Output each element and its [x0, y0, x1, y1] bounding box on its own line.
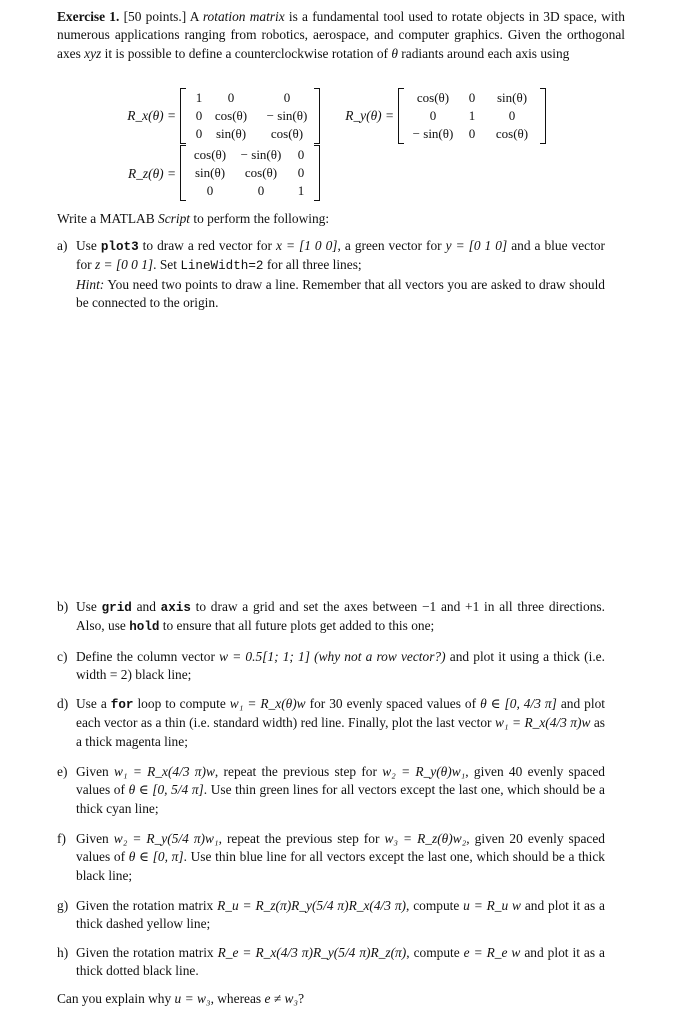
- math-expr: θ ∈ [0, 5/4 π]: [128, 782, 204, 798]
- item-h: [57, 944, 605, 981]
- item-g: [57, 897, 605, 934]
- matrix-cell: 1: [468, 108, 476, 123]
- item-text: . Use thin blue line for all vectors except the last one, which should be a thick black line;: [76, 849, 605, 883]
- item-e: [57, 763, 605, 818]
- matrix-cell: cos(θ): [270, 126, 304, 141]
- item-text: Given: [76, 831, 109, 846]
- code-keyword: LineWidth=2: [180, 259, 264, 274]
- item-label: a): [57, 238, 68, 253]
- item-label: c): [57, 649, 68, 664]
- item-text: . Set: [153, 257, 177, 273]
- rz-label: R_z(θ) =: [128, 166, 176, 181]
- closing-text: ?: [298, 991, 305, 1006]
- matrix-cell: 0: [468, 90, 476, 105]
- intro-text: is a fundamental tool used to rotate objects in 3D space, with numerous applications ranging from robotics, aerospace, and computer graphics. Given the orthogonal axes: [57, 9, 625, 61]
- matrix-cell: 0: [283, 90, 291, 105]
- matrix-cell: 1: [195, 90, 203, 105]
- theta-symbol: θ: [391, 45, 398, 61]
- item-a: [57, 237, 605, 313]
- intro-term: rotation matrix: [202, 9, 285, 24]
- closing-text: , whereas: [210, 991, 262, 1006]
- item-text: , given 40 evenly spaced values of: [76, 764, 605, 798]
- math-expr: R_e = R_x(4/3 π)R_y(5/4 π)R_z(π): [217, 945, 407, 960]
- axes-symbol: xyz: [84, 45, 102, 61]
- matrix-cell: 0: [257, 183, 265, 198]
- closing-question: [57, 990, 617, 1008]
- item-text: and plot it as a thick dashed yellow line;: [76, 898, 605, 932]
- math-expr: w₁ = R_x(4/3 π)w: [494, 715, 591, 731]
- code-keyword: axis: [160, 601, 191, 615]
- intro-text: A: [189, 9, 199, 24]
- item-text: to draw a grid and set the axes between −1 and +1 in all three directions. Also, use: [76, 599, 605, 634]
- matrix-cell: 0: [508, 108, 516, 123]
- closing-text: Can you explain why: [57, 991, 172, 1006]
- item-text: Use: [76, 238, 97, 253]
- item-text: and a blue vector for: [76, 238, 605, 273]
- code-keyword: for: [110, 698, 134, 712]
- matrix-cell: − sin(θ): [240, 147, 282, 162]
- matrix-cell: 0: [206, 183, 214, 198]
- math-expr: θ ∈ [0, π]: [128, 849, 184, 865]
- item-text: Use: [76, 599, 97, 614]
- task-text: to perform the following:: [193, 211, 330, 226]
- item-text: , a green vector for: [337, 238, 442, 253]
- matrix-cell: 0: [468, 126, 476, 141]
- item-label: f): [57, 831, 66, 846]
- matrix-cell: cos(θ): [214, 108, 248, 123]
- code-keyword: plot3: [100, 240, 139, 254]
- exercise-points: [50 points.]: [123, 9, 187, 24]
- item-text: and plot it using a thick (i.e. width = 2) black line;: [76, 649, 605, 683]
- ry-matrix: [398, 88, 546, 144]
- math-expr: w₂ = R_y(θ)w₁: [382, 764, 466, 779]
- item-text: and plot each vector as a thin (i.e. standard width) red line. Finally, plot the last vector: [76, 696, 605, 731]
- matrix-cell: 0: [297, 165, 305, 180]
- intro-text: radiants around each axis using: [401, 45, 570, 61]
- matrix-cell: cos(θ): [193, 147, 227, 162]
- item-text: and plot it as a thick dotted black line.: [76, 945, 605, 979]
- math-expr: e = R_e w: [463, 945, 521, 960]
- task-script-word: Script: [158, 211, 190, 226]
- math-expr: x = [1 0 0]: [276, 238, 338, 253]
- matrix-cell: 0: [195, 108, 203, 123]
- math-expr: y = [0 1 0]: [445, 238, 508, 253]
- item-b: [57, 598, 605, 637]
- item-c: [57, 648, 605, 685]
- item-text: Given: [76, 764, 109, 779]
- task-text: Write a MATLAB: [57, 211, 155, 226]
- exercise-title: Exercise 1.: [57, 9, 120, 24]
- item-label: b): [57, 599, 69, 614]
- matrix-cell: − sin(θ): [266, 108, 308, 123]
- item-text: and: [136, 599, 156, 614]
- math-expr: w₃ = R_z(θ)w₂: [384, 831, 467, 846]
- item-text: loop to compute: [137, 696, 226, 711]
- math-expr: u = R_u w: [463, 898, 521, 913]
- matrix-cell: 0: [195, 126, 203, 141]
- math-expr: R_u = R_z(π)R_y(5/4 π)R_x(4/3 π): [217, 898, 406, 913]
- item-text: Define the column vector: [76, 649, 215, 664]
- item-text: , compute: [405, 898, 460, 913]
- item-text: for all three lines;: [266, 257, 362, 273]
- math-expr: θ ∈ [0, 4/3 π]: [480, 696, 557, 711]
- item-text: as a thick magenta line;: [76, 715, 605, 749]
- ry-label: R_y(θ) =: [345, 108, 394, 123]
- matrix-cell: 0: [227, 90, 235, 105]
- task-lead: [57, 210, 617, 228]
- matrix-cell: 1: [297, 183, 305, 198]
- matrix-cell: sin(θ): [215, 126, 247, 141]
- item-text: , compute: [406, 945, 460, 960]
- item-text: , given 20 evenly spaced values of: [76, 831, 605, 865]
- math-expr: w₂ = R_y(5/4 π)w₁: [113, 831, 219, 846]
- code-keyword: hold: [129, 620, 160, 635]
- item-d: [57, 695, 605, 751]
- code-keyword: grid: [101, 601, 132, 615]
- matrix-cell: cos(θ): [416, 90, 450, 105]
- item-text: Given the rotation matrix: [76, 945, 214, 960]
- item-text: to ensure that all future plots get added to this one;: [162, 618, 435, 634]
- intro-paragraph: [57, 8, 625, 63]
- rx-label: R_x(θ) =: [127, 108, 176, 123]
- item-label: d): [57, 696, 69, 711]
- item-text: , repeat the previous step for: [218, 831, 380, 846]
- hint-label: Hint:: [76, 276, 105, 292]
- intro-text: it is possible to define a counterclockwise rotation of: [104, 45, 388, 61]
- item-text: to draw a red vector for: [142, 238, 272, 253]
- item-label: e): [57, 764, 68, 779]
- math-expr: z = [0 0 1]: [94, 257, 154, 273]
- matrix-cell: cos(θ): [244, 165, 278, 180]
- matrix-cell: sin(θ): [496, 90, 528, 105]
- matrix-cell: 0: [429, 108, 437, 123]
- matrix-cell: sin(θ): [194, 165, 226, 180]
- rz-matrix: [180, 145, 320, 201]
- item-label: h): [57, 945, 69, 960]
- item-text: for 30 evenly spaced values of: [309, 696, 477, 711]
- item-f: [57, 830, 605, 885]
- question-aside: (why not a row vector?): [314, 649, 446, 664]
- matrix-cell: − sin(θ): [412, 126, 454, 141]
- item-text: Given the rotation matrix: [76, 898, 214, 913]
- matrix-cell: cos(θ): [495, 126, 529, 141]
- item-label: g): [57, 898, 69, 913]
- math-expr: w = 0.5[1; 1; 1]: [219, 649, 310, 664]
- math-expr: w₁ = R_x(4/3 π)w: [114, 764, 215, 779]
- math-expr: e ≠ w₃: [264, 991, 299, 1006]
- rx-matrix: [180, 88, 320, 144]
- hint-text: You need two points to draw a line. Remember that all vectors you are asked to draw should be connected to the origin.: [76, 276, 605, 311]
- matrix-cell: 0: [297, 147, 305, 162]
- math-expr: w₁ = R_x(θ)w: [229, 696, 306, 711]
- item-text: . Use thin green lines for all vectors except the last one, which should be a thick cyan line;: [76, 782, 605, 816]
- item-text: , repeat the previous step for: [214, 764, 377, 779]
- math-expr: u = w₃: [174, 991, 211, 1006]
- item-text: Use a: [76, 696, 107, 711]
